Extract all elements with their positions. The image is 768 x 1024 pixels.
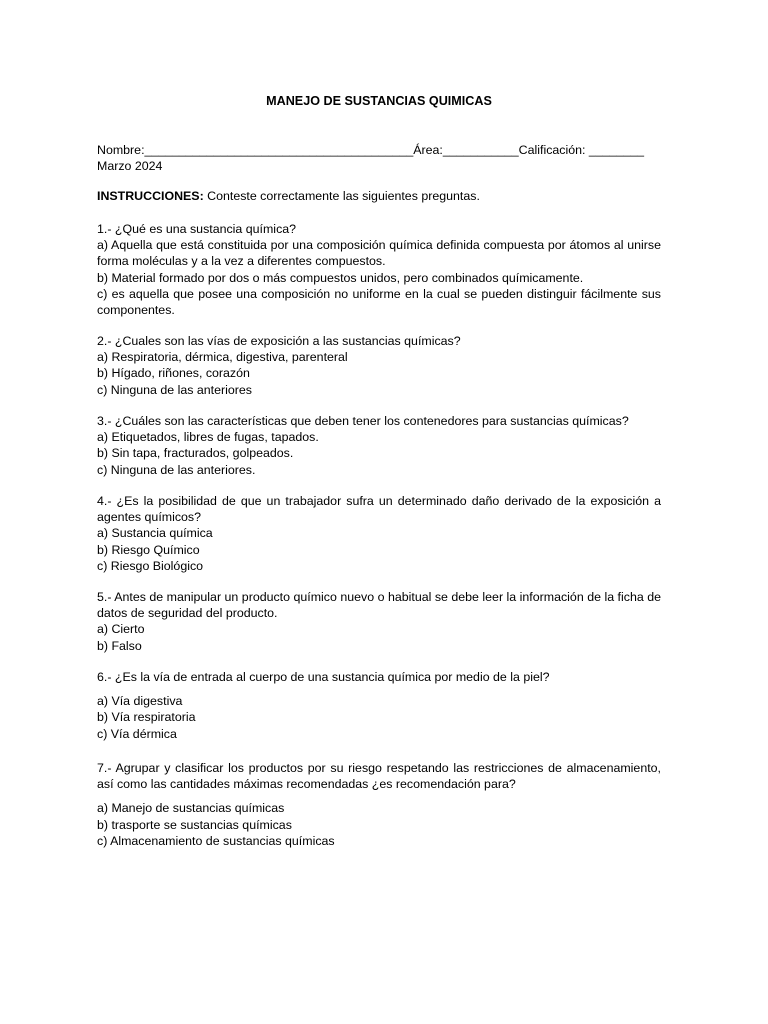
student-header [97, 142, 661, 174]
date: Marzo 2024 [97, 159, 163, 174]
option-c: c) Vía dérmica [97, 726, 177, 741]
question-7 [97, 760, 661, 849]
name-area-grade-line: Nombre:_______________________________________Área:___________Calificación: ________ [97, 143, 645, 157]
option-c: c) es aquella que posee una composición no uniforme en la cual se pueden distinguir fácilmente sus componentes. [97, 286, 661, 318]
question-text: 4.- ¿Es la posibilidad de que un trabajador sufra un determinado daño derivado de la exposición a agentes químicos? [97, 494, 661, 525]
instructions-text: Conteste correctamente las siguientes preguntas. [203, 189, 480, 203]
question-text: 5.- Antes de manipular un producto químico nuevo o habitual se debe leer la información de la ficha de datos de seguridad del producto. [97, 590, 661, 621]
option-c: c) Riesgo Biológico [97, 558, 204, 573]
question-1 [97, 221, 661, 318]
option-b: b) Sin tapa, fracturados, golpeados. [97, 446, 294, 461]
instructions [97, 188, 661, 204]
option-a: a) Sustancia química [97, 526, 213, 541]
option-a: a) Respiratoria, dérmica, digestiva, parenteral [97, 350, 348, 365]
option-b: b) Falso [97, 638, 142, 653]
question-2 [97, 333, 661, 398]
option-b: b) Vía respiratoria [97, 710, 196, 725]
option-a: a) Aquella que está constituida por una composición química definida compuesta por átomos al unirse forma moléculas y a la vez a diferentes compuestos. [97, 238, 661, 269]
option-c: c) Almacenamiento de sustancias químicas [97, 833, 335, 848]
option-b: b) trasporte se sustancias químicas [97, 817, 292, 832]
question-6 [97, 669, 661, 742]
question-5 [97, 589, 661, 654]
option-b: b) Hígado, riñones, corazón [97, 366, 250, 381]
option-c: c) Ninguna de las anteriores [97, 382, 252, 397]
question-text: 2.- ¿Cuales son las vías de exposición a las sustancias químicas? [97, 334, 461, 348]
option-a: a) Vía digestiva [97, 694, 183, 709]
question-3 [97, 413, 661, 478]
option-a: a) Cierto [97, 622, 145, 637]
document-title: MANEJO DE SUSTANCIAS QUIMICAS [266, 94, 492, 108]
question-4 [97, 493, 661, 574]
option-b: b) Riesgo Químico [97, 542, 200, 557]
question-text: 6.- ¿Es la vía de entrada al cuerpo de una sustancia química por medio de la piel? [97, 670, 550, 684]
spacer [97, 685, 661, 693]
question-text: 7.- Agrupar y clasificar los productos por su riesgo respetando las restricciones de almacenamiento, así como las cantidades máximas recomendadas ¿es recomendación para? [97, 761, 661, 792]
option-a: a) Etiquetados, libres de fugas, tapados. [97, 430, 319, 445]
question-text: 1.- ¿Qué es una sustancia química? [97, 222, 297, 236]
question-text: 3.- ¿Cuáles son las características que deben tener los contenedores para sustancias químicas? [97, 414, 629, 428]
instructions-label: INSTRUCCIONES: [97, 189, 204, 203]
option-a: a) Manejo de sustancias químicas [97, 801, 285, 816]
option-c: c) Ninguna de las anteriores. [97, 462, 256, 477]
spacer [97, 792, 661, 800]
option-b: b) Material formado por dos o más compuestos unidos, pero combinados químicamente. [97, 270, 584, 285]
